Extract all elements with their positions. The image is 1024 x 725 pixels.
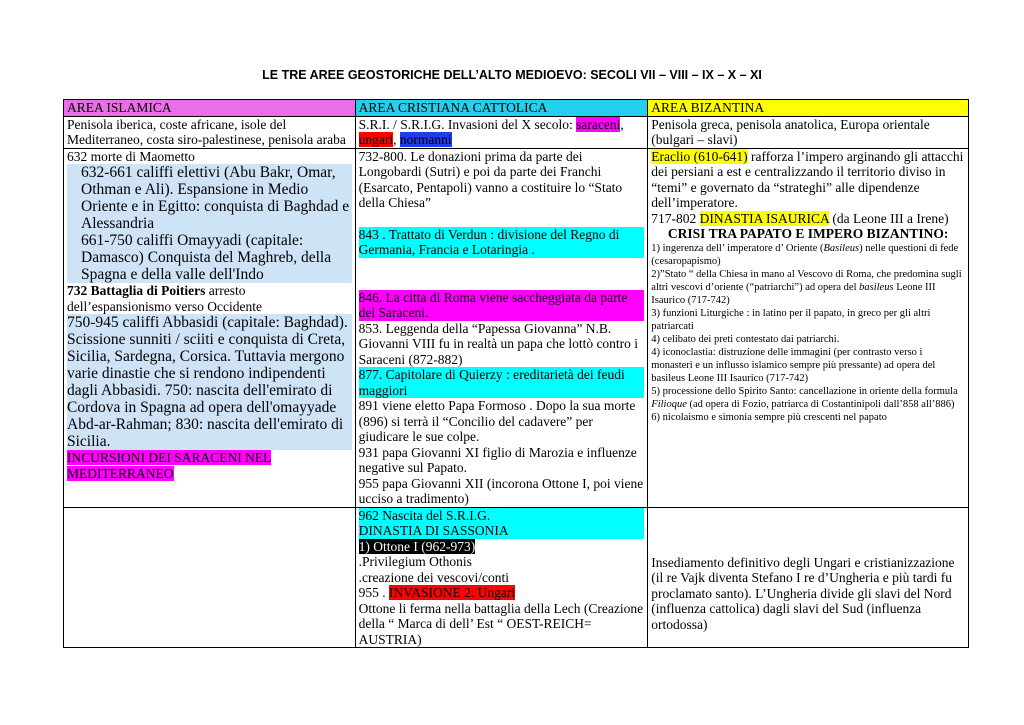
c6-post: (ad opera di Fozio, patriarca di Costantinipoli dall’858 all’886): [686, 398, 955, 410]
separator: ,: [393, 132, 400, 147]
islamic-event-umayyads: 661-750 califfi Omayyadi (capitale: Damasco) Conquista del Maghreb, della Spagna e della valle dell'Indo: [67, 232, 352, 283]
catholic-territory: [355, 116, 648, 148]
c2-pre: 2)”Stato “ della Chiesa in mano al Vescovo di Roma, che predomina sugli altri vescovi d’oriente (“patriarchi”) ad opera del: [651, 268, 962, 293]
islamic-event-poitiers: [67, 283, 352, 314]
crisis-point-2: [651, 268, 965, 307]
byzantine-events: [648, 148, 969, 507]
territory-row: [64, 116, 969, 148]
byzantine-hungary: [648, 507, 969, 648]
crisis-point-6: [651, 385, 965, 411]
privilegium: .Privilegium Othonis: [358, 554, 472, 569]
crisis-point-4: 4) celibato dei preti contestato dai patriarchi.: [651, 333, 840, 345]
c2-post: Leone III Isaurico (717-742): [651, 281, 936, 306]
islamic-event-incursions: INCURSIONI DEI SARACENI NEL MEDITERRANEO: [67, 450, 272, 481]
otto-label: 1) Ottone I (962-973): [358, 538, 476, 554]
geohistory-table: [63, 99, 969, 648]
byzantine-territory: Penisola greca, penisola anatolica, Europa orientale (bulgari – slavi): [648, 116, 969, 148]
catholic-event-846: 846. La citta di Roma viene saccheggiata da parte dei Saraceni.: [359, 290, 645, 321]
crisis-point-7: 6) nicolaismo e simonia sempre più crescenti nel papato: [651, 411, 887, 423]
separator: ,: [620, 116, 624, 132]
otto-line: [359, 539, 645, 555]
bishops-counts: .creazione dei vescovi/conti: [358, 569, 509, 585]
islamic-event-632: 632 morte di Maometto: [67, 148, 195, 164]
srig-birth: 962 Nascita del S.R.I.G.: [359, 508, 645, 524]
catholic-invasions-text: S.R.I. / S.R.I.G. Invasioni del X secolo:: [358, 116, 577, 132]
islamic-event-abbasids: 750-945 califfi Abbasidi (capitale: Baghdad). Scissione sunniti / sciiti e conquista di Creta, Sicilia, Sardegna, Corsica. Tuttavia mergono varie dinastie che si rendono indipendenti dagli Abbasidi. 750: nascita dell'emirato di Cordova in Spagna ad opera dell'omayyade Abd-ar-Rahman; 830: nascita dell'emirato di Sicilia.: [67, 314, 352, 450]
ungari-label: ungari: [358, 132, 394, 147]
islamic-events: [64, 148, 356, 507]
document-title: LE TRE AREE GEOSTORICHE DELL’ALTO MEDIOEVO: SECOLI VII – VIII – IX – X – XI: [262, 68, 762, 82]
header-islamic: AREA ISLAMICA: [64, 100, 356, 117]
eraclio-text: rafforza l’impero arginando gli attacchi dei persiani a est e centralizzando il territorio diviso in “temi” e governato da “strateghi” alle dipendenze dell’imperatore.: [651, 148, 964, 210]
c1-post: ) nelle questioni di fede (cesaropapismo): [651, 242, 959, 267]
catholic-event-853: 853. Leggenda della “Papessa Giovanna” N.B. Giovanni VIII fu in realtà un papa che lottò contro i Saraceni (872-882): [358, 320, 639, 367]
crisis-title: CRISI TRA PAPATO E IMPERO BIZANTINO:: [667, 226, 949, 241]
catholic-event-donations: 732-800. Le donazioni prima da parte dei Longobardi (Sutri) e poi da parte dei Franchi (Esarcato, Pentapoli) vanno a costituire lo “Stato della Chiesa”: [358, 148, 623, 210]
c1-italic: Basileus: [823, 242, 860, 254]
poitiers-bold: 732 Battaglia di Poitiers: [67, 283, 206, 298]
catholic-event-931: 931 papa Giovanni XI figlio di Marozia e influenze negative sul Papato.: [358, 444, 637, 475]
isaurian-years: 717-802: [651, 210, 700, 226]
c6-pre: 5) processione dello Spirito Santo: cancellazione in oriente della formula: [651, 385, 958, 397]
c1-pre: 1) ingerenza dell’ imperatore d’ Oriente (: [651, 242, 824, 254]
c2-italic: basileus: [859, 281, 894, 293]
catholic-saxon: [355, 507, 648, 648]
invasion-line: [359, 585, 645, 601]
byzantine-isaurian: [651, 211, 965, 227]
isaurian-dynasty-label: DINASTIA ISAURICA: [699, 210, 830, 226]
catholic-event-955: 955 papa Giovanni XII (incorona Ottone I, poi viene ucciso a tradimento): [358, 475, 644, 506]
catholic-event-verdun: 843 . Trattato di Verdun : divisione del Regno di Germania, Francia e Lotaringia .: [359, 227, 645, 258]
normanni-label: normanni: [399, 132, 452, 147]
isaurian-text: (da Leone III a Irene): [829, 210, 949, 226]
islamic-event-elective-caliphs: 632-661 califfi elettivi (Abu Bakr, Omar, Othman e Ali). Espansione in Medio Oriente e in Egitto: conquista di Baghdad e Alessandria: [67, 164, 352, 232]
header-byzantine: AREA BIZANTINA: [648, 100, 969, 117]
islamic-territory: Penisola iberica, coste africane, isole del Mediterraneo, costa siro-palestinese, penisola araba: [64, 116, 356, 148]
crisis-point-1: [651, 242, 965, 268]
hungary-text: Insediamento definitivo degli Ungari e cristianizzazione (il re Vajk diventa Stefano I re d’Ungheria e più tardi fu proclamato santo). L’Ungheria divide gli slavi del Nord (influenza cattolica) dagli slavi del Sud (influenza ortodossa): [651, 554, 955, 632]
header-catholic: AREA CRISTIANA CATTOLICA: [355, 100, 648, 117]
crisis-point-3: 3) funzioni Liturgiche : in latino per il papato, in greco per gli altri patriarcati: [651, 307, 931, 332]
saxon-dynasty: DINASTIA DI SASSONIA: [359, 523, 645, 539]
events-row: [64, 148, 969, 507]
c6-italic: Filioque: [651, 398, 687, 410]
catholic-event-891: 891 viene eletto Papa Formoso . Dopo la sua morte (896) si terrà il “Concilio del cadavere” per giudicare le sue colpe.: [358, 398, 636, 444]
header-row: [64, 100, 969, 117]
saraceni-label: saraceni: [576, 116, 621, 132]
lech-battle: Ottone li ferma nella battaglia della Lech (Creazione della “ Marca di dell’ Est “ OEST-REICH= AUSTRIA): [358, 600, 644, 647]
poitiers-rest: arresto dell’espansionismo verso Occidente: [67, 283, 262, 314]
eraclio-label: Eraclio (610-641): [651, 148, 748, 164]
invasion-year: 955 .: [358, 585, 390, 600]
islamic-empty-cell: [64, 507, 356, 648]
tenth-century-row: [64, 507, 969, 648]
catholic-events: [355, 148, 648, 507]
invasion-label: INVASIONE 2. Ungari: [389, 585, 516, 600]
byzantine-eraclio: [651, 149, 965, 211]
catholic-event-quierzy: 877. Capitolare di Quierzy : ereditarietà dei feudi maggiori: [359, 367, 645, 398]
crisis-point-5: 4) iconoclastia: distruzione delle immagini (per contrasto verso i monasteri e un influsso islamico sempre più pressante) ad opera del basileus Leone III Isaurico (717-742): [651, 346, 936, 384]
